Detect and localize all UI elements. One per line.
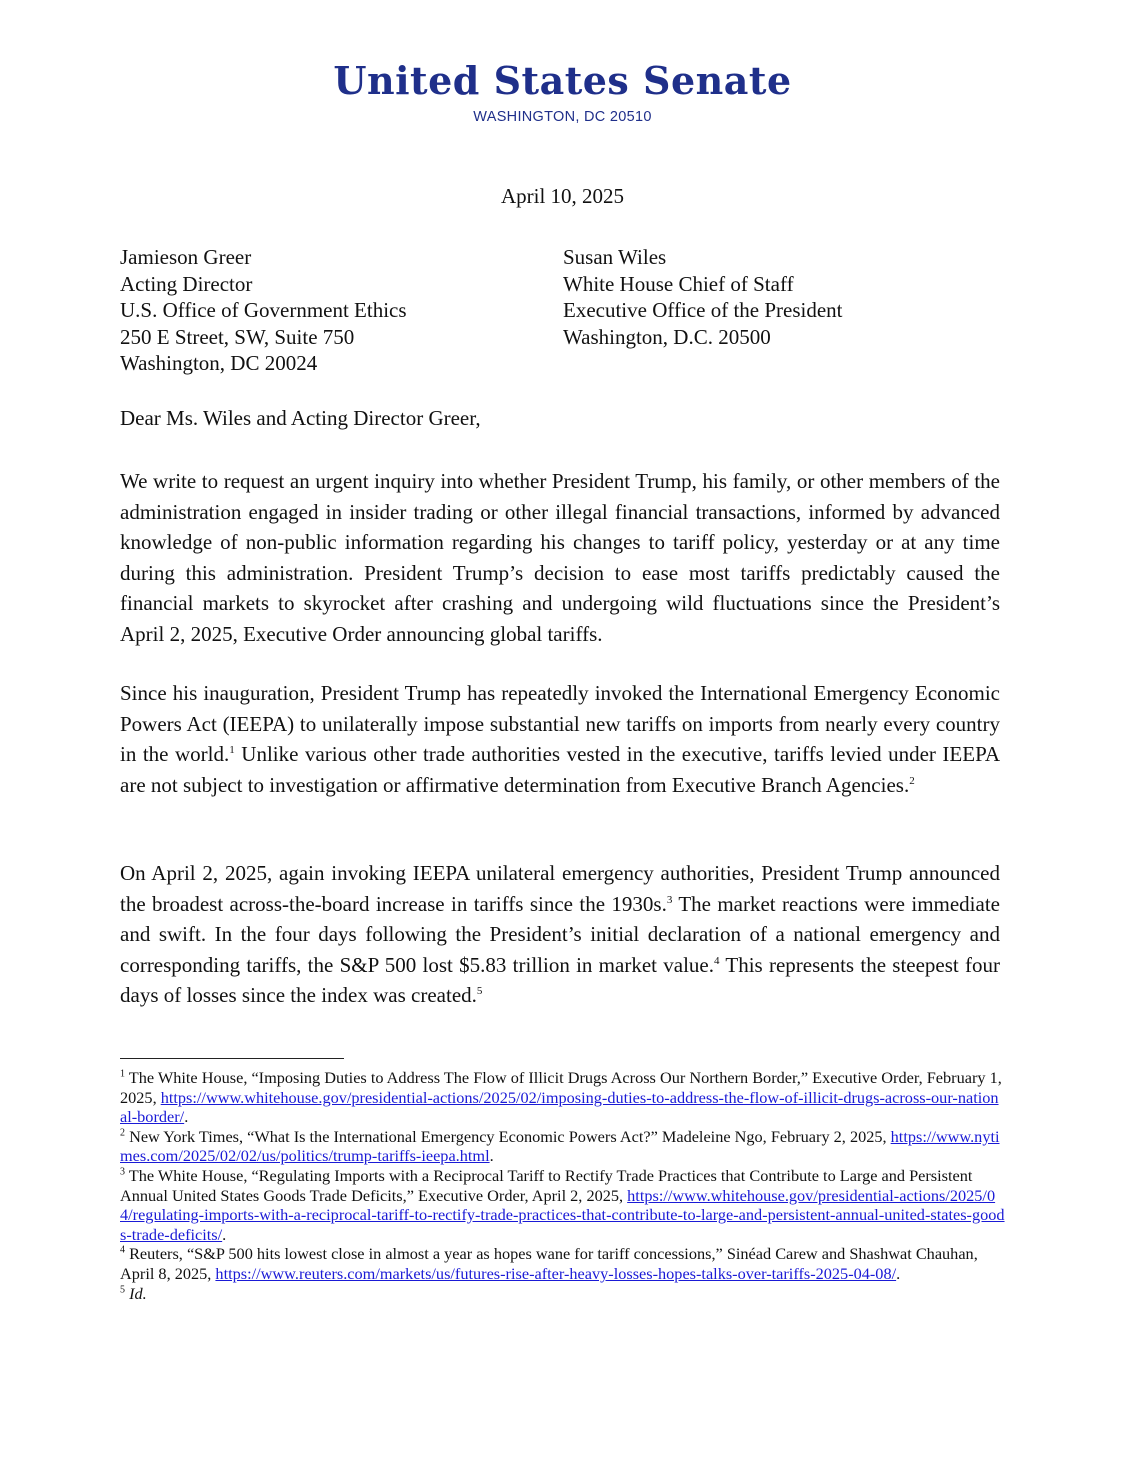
address-line: Susan Wiles	[563, 245, 667, 269]
footnotes	[120, 1068, 1005, 1303]
salutation: Dear Ms. Wiles and Acting Director Greer,	[120, 406, 481, 430]
paragraph-3	[120, 858, 1000, 1011]
letterhead	[0, 58, 1125, 125]
footnote-text: The White House, “Imposing Duties to Address The Flow of Illicit Drugs Across Our Northern Border,” Executive Order, February 1, 2025,	[120, 1068, 1002, 1107]
address-line: Executive Office of the President	[563, 298, 843, 322]
footnote-link[interactable]: https://www.nytimes.com/2025/02/02/us/politics/trump-tariffs-ieepa.html	[120, 1126, 1000, 1166]
footnote-link[interactable]: https://www.reuters.com/markets/us/futures-rise-after-heavy-losses-hopes-talks-over-tariffs-2025-04-08/	[215, 1263, 897, 1283]
footnote-text: .	[489, 1146, 494, 1166]
footnote-text: New York Times, “What Is the International Emergency Economic Powers Act?” Madeleine Ngo, February 2, 2025,	[125, 1126, 891, 1146]
paragraph-text: On April 2, 2025, again invoking IEEPA unilateral emergency authorities, President Trump announced the broadest across-the-board increase in tariffs since the 1930s.	[120, 861, 1000, 916]
footnote-ref: 3	[666, 893, 673, 906]
footnote-3	[120, 1166, 1005, 1244]
footnote-text: .	[184, 1107, 189, 1127]
footnote-ref: 5	[476, 985, 483, 997]
footnote-4	[120, 1244, 1005, 1283]
address-line: U.S. Office of Government Ethics	[120, 298, 407, 322]
senate-title: United States Senate	[333, 58, 792, 103]
recipient-wiles-address	[563, 244, 843, 350]
footnote-ref: 1	[229, 744, 235, 756]
paragraph-text: The market reactions were immediate and swift. In the four days following the President’s initial declaration of a national emergency and corresponding tariffs, the S&P 500 lost $5.83 trillion in market value.	[120, 891, 1000, 977]
footnote-text: Id.	[129, 1283, 147, 1303]
paragraph-text: This represents the steepest four days of losses since the index was created.	[120, 952, 1001, 1007]
footnote-2	[120, 1127, 1005, 1166]
footnote-text: .	[896, 1263, 901, 1283]
footnote-ref: 4	[713, 954, 720, 967]
address-line: Acting Director	[120, 271, 253, 296]
footnote-number: 4	[120, 1244, 125, 1256]
footnote-text: Reuters, “S&P 500 hits lowest close in almost a year as hopes wane for tariff concessions,” Sinéad Carew and Shashwat Chauhan, April 8, 2025,	[120, 1244, 978, 1283]
footnote-divider	[120, 1058, 344, 1059]
footnote-text: The White House, “Regulating Imports with a Reciprocal Tariff to Rectify Trade Practices that Contribute to Large and Persistent Annual United States Goods Trade Deficits,” Executive Order, April 2, 2025,	[120, 1165, 973, 1205]
address-line: Washington, D.C. 20500	[563, 324, 771, 349]
footnote-number: 5	[120, 1284, 125, 1296]
letter-date: April 10, 2025	[500, 184, 625, 208]
footnote-link[interactable]: https://www.whitehouse.gov/presidential-actions/2025/02/imposing-duties-to-address-the-flow-of-illicit-drugs-across-our-national-border/	[120, 1087, 999, 1127]
footnote-1	[120, 1068, 1005, 1127]
footnote-ref: 2	[909, 774, 915, 787]
footnote-number: 3	[120, 1166, 125, 1178]
footnote-number: 2	[120, 1127, 125, 1139]
footnote-link[interactable]: https://www.whitehouse.gov/presidential-actions/2025/04/regulating-imports-with-a-reciprocal-tariff-to-rectify-trade-practices-that-contribute-to-large-and-persistent-annual-united-states-goods-trade-deficits/	[120, 1185, 1005, 1244]
paragraph-text: Since his inauguration, President Trump has repeatedly invoked the International Emergency Economic Powers Act (IEEPA) to unilaterally impose substantial new tariffs on imports from nearly every country in the world.	[120, 681, 1000, 766]
footnote-number: 1	[120, 1068, 125, 1080]
address-line: Jamieson Greer	[120, 245, 252, 269]
footnote-5	[120, 1284, 1005, 1304]
footnote-text: .	[222, 1224, 227, 1244]
senate-address: WASHINGTON, DC 20510	[473, 109, 652, 125]
paragraph-text: Unlike various other trade authorities vested in the executive, tariffs levied under IEEPA are not subject to investigation or affirmative determination from Executive Branch Agencies.	[120, 742, 1000, 797]
paragraph-1: We write to request an urgent inquiry into whether President Trump, his family, or other members of the administration engaged in insider trading or other illegal financial transactions, informed by advanced knowledge of non-public information regarding his changes to tariff policy, yesterday or at any time during this administration. President Trump’s decision to ease most tariffs predictably caused the financial markets to skyrocket after crashing and undergoing wild fluctuations since the President’s April 2, 2025, Executive Order announcing global tariffs.	[120, 469, 1000, 646]
address-line: 250 E Street, SW, Suite 750	[120, 324, 355, 349]
paragraph-2	[120, 678, 1000, 800]
recipient-greer-address	[120, 244, 407, 377]
address-line: White House Chief of Staff	[563, 271, 794, 296]
address-line: Washington, DC 20024	[120, 351, 318, 375]
